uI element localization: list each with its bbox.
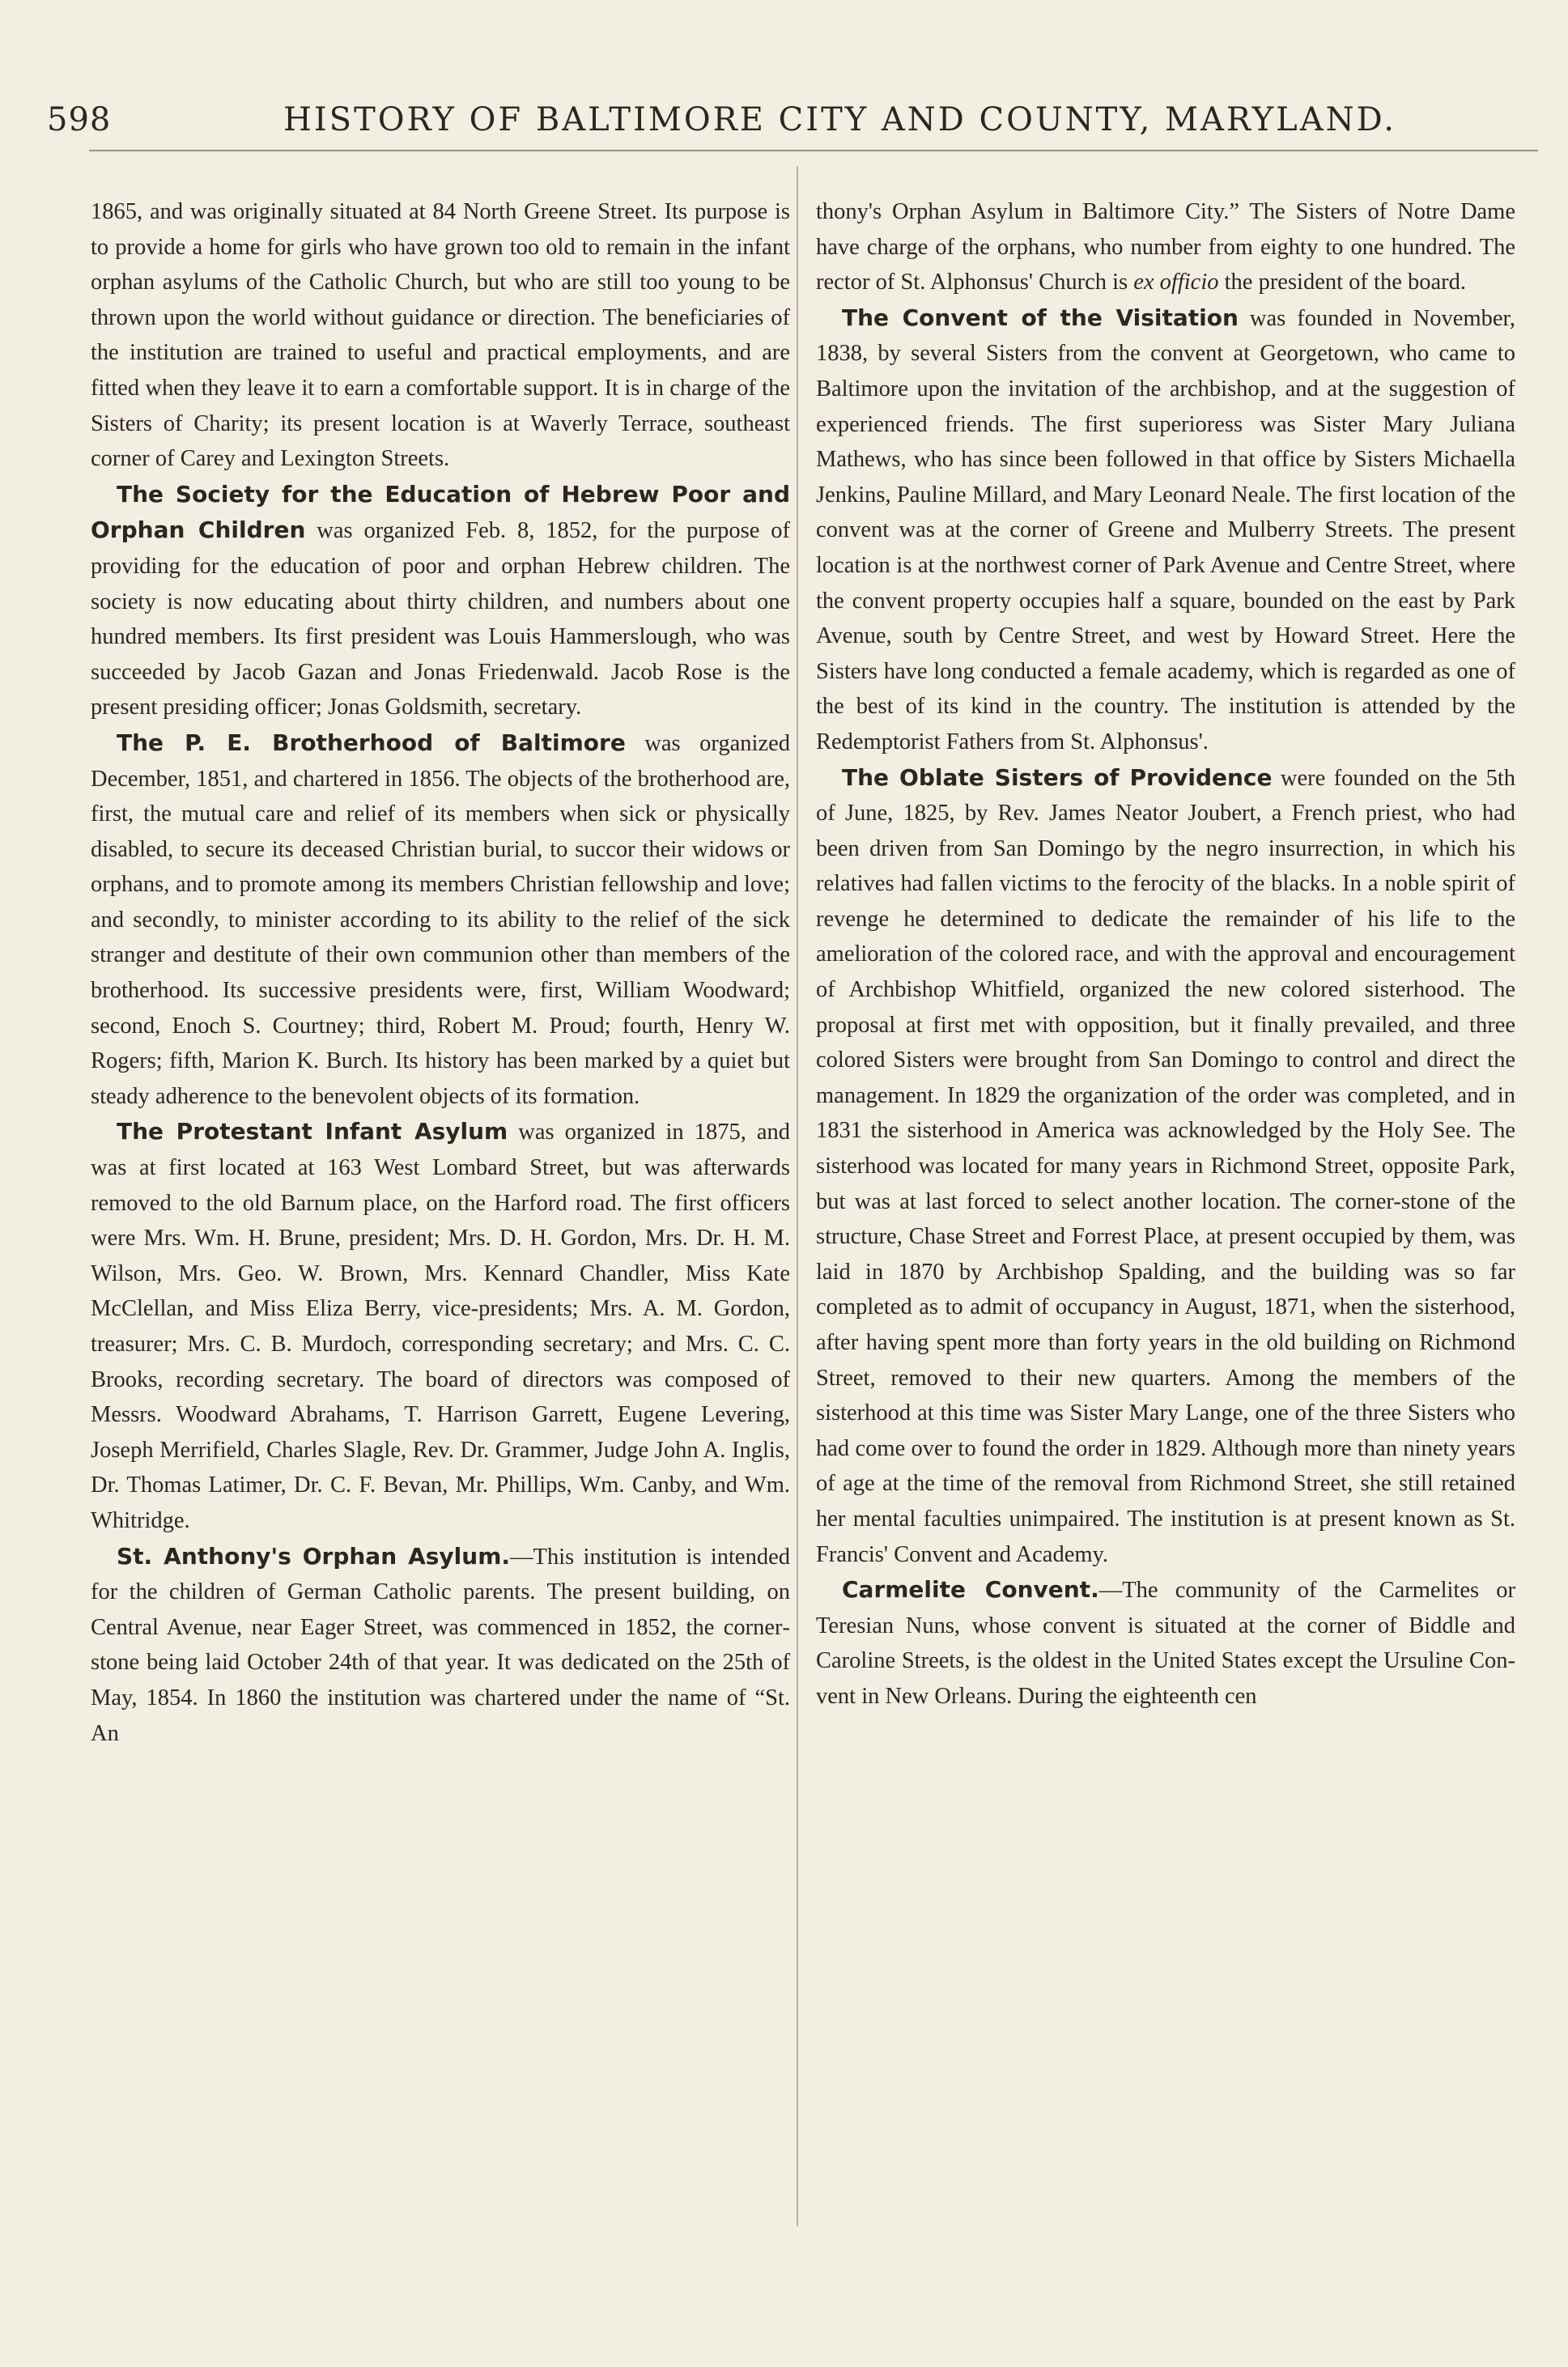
paragraph-pe-brotherhood <box>91 725 790 1115</box>
paragraph-st-anthonys <box>91 1539 790 1752</box>
left-column <box>91 194 790 2323</box>
italic-ex-officio: ex officio <box>1133 270 1219 295</box>
paragraph-hebrew-society <box>91 477 790 725</box>
page-header <box>0 101 1568 150</box>
body-oblate-sisters: were founded on the 5th of June, 1825, by Rev. James Neator Joubert, a French priest, who had been driven from San Domingo by the negro insurrection, in which his relatives had fallen victims to the ferocity of the blacks. In a noble spirit of revenge he determined to dedicate the remainder of his life to the amelioration of the colored race, and with the approval and encouragement of Archbishop Whitfield, organized the new colored sisterhood. The proposal at first met with opposition, but it finally prevailed, and three colored Sisters were brought from San Domingo to control and direct the management. In 1829 the organization of the order was completed, and in 1831 the sisterhood in America was acknowledged by the Holy See. The sisterhood was located for many years in Richmond Street, opposite Park, but was at last forced to select another location. The corner-stone of the structure, Chase Street and Forrest Place, at present occupied by them, was laid in 1870 by Archbishop Spalding, and the building was so far completed as to admit of occupancy in August, 1871, when the sisterhood, after having spent more than forty years in the old building on Richmond Street, removed to their new quarters. Among the members of the sisterhood at this time was Sister Mary Lange, one of the three Sisters who had come over to found the order in 1829. Although more than ninety years of age at the time of the removal from Richmond Street, she still retained her mental faculties unimpaired. The institution is at present known as St. Francis' Convent and Academy. <box>816 765 1515 1567</box>
body-protestant-infant-asylum: was organized in 1875, and was at first located at 163 West Lombard Street, but was afterwards removed to the old Barnum place, on the Harford road. The first officers were Mrs. Wm. H. Brune, president; Mrs. D. H. Gordon, Mrs. Dr. H. M. Wilson, Mrs. Geo. W. Brown, Mrs. Kennard Chandler, Miss Kate McClellan, and Miss Eliza Berry, vice-presidents; Mrs. A. M. Gordon, treasurer; Mrs. C. B. Murdoch, corresponding secretary; and Mrs. C. C. Brooks, recording secretary. The board of directors was composed of Messrs. Woodward Abrahams, T. Harrison Garrett, Eugene Levering, Joseph Merrifield, Charles Slagle, Rev. Dr. Grammer, Judge John A. Inglis, Dr. Thomas Latimer, Dr. C. F. Bevan, Mr. Phillips, Wm. Canby, and Wm. Whitridge. <box>91 1120 790 1533</box>
body-pe-brotherhood: was organized December, 1851, and chartered in 1856. The objects of the brotherhood are, first, the mutual care and relief of its members when sick or physically disabled, to secure its deceased Christian burial, to succor their widows or orphans, and to promote among its members Christian fellowship and love; and secondly, to minister according to its ability to the relief of the sick stranger and destitute of their own communion other than members of the brotherhood. Its successive presidents were, first, William Woodward; second, Enoch S. Courtney; third, Robert M. Proud; fourth, Henry W. Rogers; fifth, Marion K. Burch. Its history has been marked by a quiet but steady adherence to the benevolent objects of its formation. <box>91 730 790 1109</box>
column-rule <box>797 166 798 2226</box>
paragraph-st-anthonys-cont <box>816 194 1515 300</box>
heading-carmelite: Carmelite Convent. <box>842 1576 1099 1604</box>
body-hebrew-society: was organized Feb. 8, 1852, for the purpose of providing for the education of poor and orphan Hebrew children. The society is now educating about thirty children, and numbers about one hundred members. Its first president was Louis Hammerslough, who was succeeded by Jacob Gazan and Jonas Friedenwald. Jacob Rose is the present presiding officer; Jonas Goldsmith, secretary. <box>91 518 790 720</box>
heading-hebrew-society: The Society for the Education of Hebrew Poor and Orphan Children <box>91 480 790 544</box>
heading-oblate-sisters: The Oblate Sisters of Providence <box>842 763 1273 791</box>
body-st-anthonys-cont: thony's Orphan Asylum in Baltimore City.” The Sisters of Notre Dame have charge of the orphans, who number from eighty to one hundred. The rector of St. Alphonsus' Church is <box>816 199 1515 295</box>
heading-st-anthonys: St. Anthony's Orphan Asylum. <box>117 1542 511 1570</box>
heading-pe-brotherhood: The P. E. Brotherhood of Baltimore <box>117 729 626 756</box>
paragraph-girls-home: 1865, and was originally situated at 84 North Greene Street. Its purpose is to provide a home for girls who have grown too old to remain in the infant orphan asylums of the Catholic Church, but who are still too young to be thrown upon the world without guidance or direction. The beneficiaries of the institution are trained to useful and practical employments, and are fitted when they leave it to earn a comfortable support. It is in charge of the Sisters of Charity; its present location is at Waverly Terrace, southeast corner of Carey and Lexington Streets. <box>91 199 790 472</box>
paragraph-visitation <box>816 300 1515 760</box>
header-rule <box>89 150 1538 151</box>
body-visitation: was founded in November, 1838, by several Sisters from the convent at Georgetown, who came to Baltimore upon the invitation of the archbishop, and at the suggestion of experienced friends. The first superioress was Sister Mary Juliana Mathews, who has since been followed in that office by Sisters Michaella Jenkins, Pauline Millard, and Mary Leonard Neale. The first location of the convent was at the corner of Greene and Mulberry Streets. The present location is at the northwest corner of Park Avenue and Centre Street, where the convent property occupies half a square, bounded on the east by Park Avenue, south by Centre Street, and west by Howard Street. Here the Sisters have long conducted a female academy, which is regarded as one of the best of its kind in the country. The institution is attended by the Redemptorist Fathers from St. Alphonsus'. <box>816 305 1515 754</box>
body-carmelite: —The community of the Carmelites or Teresian Nuns, whose convent is situated at the corner of Biddle and Caroline Streets, is the oldest in the United States except the Ursuline Convent in New Orleans. During the eighteenth cen <box>816 1578 1515 1709</box>
running-head: HISTORY OF BALTIMORE CITY AND COUNTY, MARYLAND. <box>283 101 1396 138</box>
paragraph-oblate-sisters <box>816 760 1515 1573</box>
heading-visitation: The Convent of the Visitation <box>842 304 1239 331</box>
body-st-anthonys: —This institution is intended for the children of German Catholic parents. The present building, on Central Avenue, near Eager Street, was commenced in 1852, the cornerstone being laid October 24th of that year. It was dedicated on the 25th of May, 1854. In 1860 the institution was chartered under the name of “St. An <box>91 1544 790 1746</box>
page-number: 598 <box>47 101 112 138</box>
paragraph-protestant-infant-asylum <box>91 1114 790 1538</box>
heading-protestant-infant-asylum: The Protestant Infant Asylum <box>117 1118 508 1145</box>
paragraph-carmelite <box>816 1572 1515 1714</box>
body-st-anthonys-end: the president of the board. <box>1218 270 1466 295</box>
right-column <box>816 194 1515 2323</box>
